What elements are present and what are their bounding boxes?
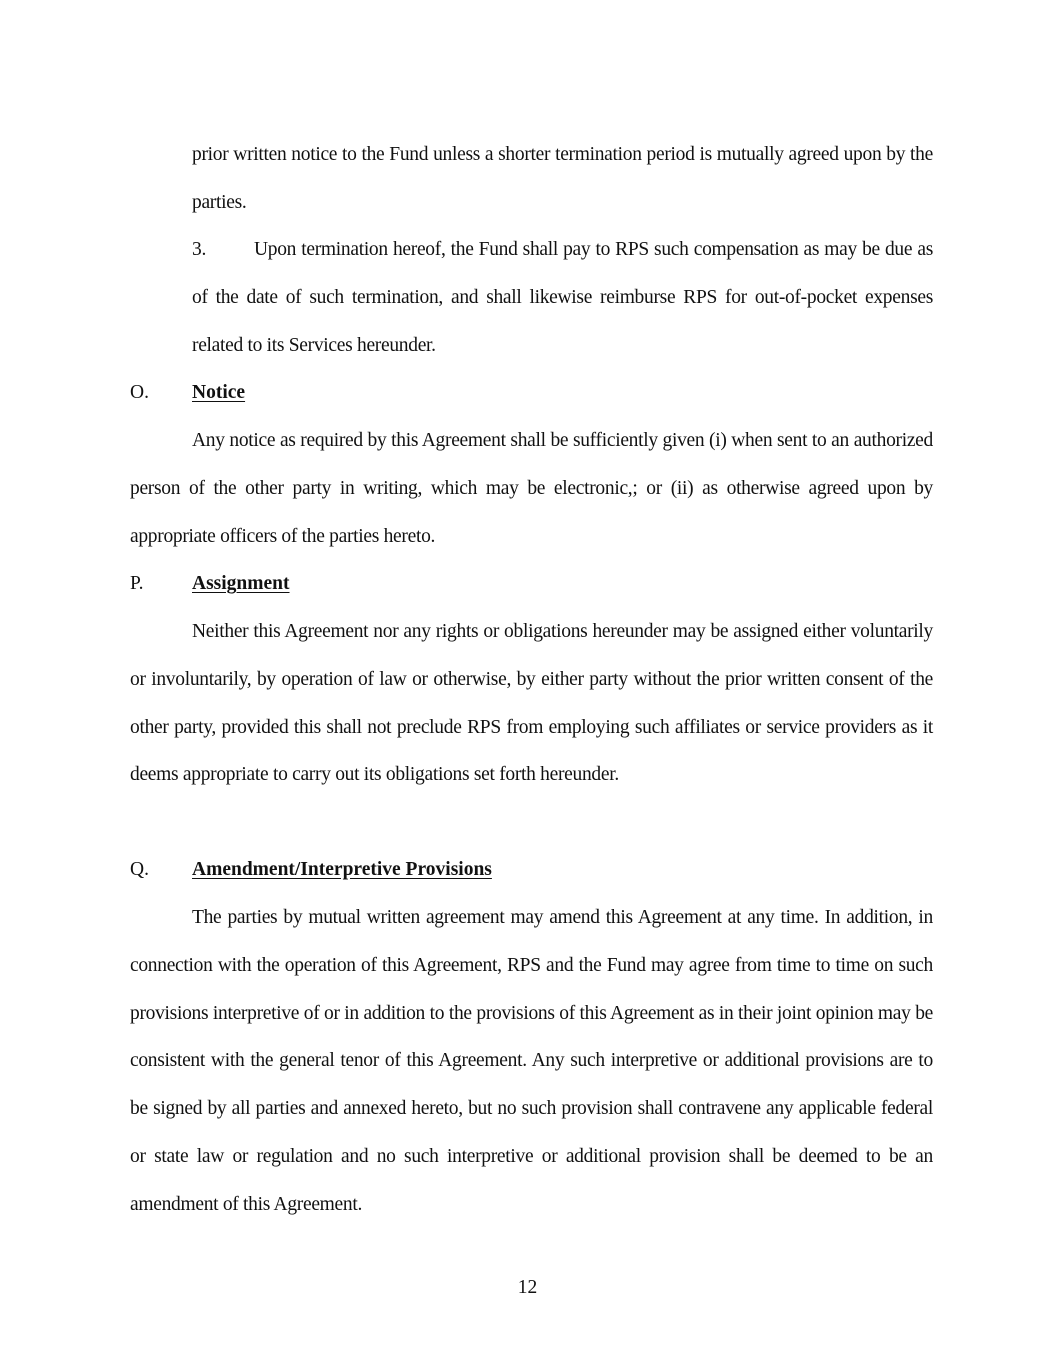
continuation-paragraph: prior written notice to the Fund unless a shorter termination period is mutually agreed upon by the parties. xyxy=(192,144,933,213)
section-p-heading xyxy=(130,572,290,596)
notice-paragraph: Any notice as required by this Agreement shall be sufficiently given (i) when sent to an authorized person of the other party in writing, which may be electronic,; or (ii) as otherwise agreed upon by appropriate officers of the parties hereto. xyxy=(130,430,933,547)
assignment-paragraph: Neither this Agreement nor any rights or obligations hereunder may be assigned either voluntarily or involuntarily, by operation of law or otherwise, by either party without the prior written consent of the other party, provided this shall not preclude RPS from employing such affiliates or service providers as it deems appropriate to carry out its obligations set forth hereunder. xyxy=(130,621,933,786)
page-number: 12 xyxy=(517,1277,538,1298)
section-q-title: Amendment/Interpretive Provisions xyxy=(192,859,492,880)
section-p-letter: P. xyxy=(130,573,144,594)
section-p-title: Assignment xyxy=(192,573,290,594)
section-q-letter: Q. xyxy=(130,859,149,880)
item-3-text: Upon termination hereof, the Fund shall pay to RPS such compensation as may be due as of the date of such termination, and shall likewise reimburse RPS for out-of-pocket expenses related to its Services hereunder. xyxy=(192,239,933,356)
section-o-letter: O. xyxy=(130,382,149,403)
amendment-paragraph: The parties by mutual written agreement may amend this Agreement at any time. In addition, in connection with the operation of this Agreement, RPS and the Fund may agree from time to time on such provisions interpretive of or in addition to the provisions of this Agreement as in their joint opinion may be consistent with the general tenor of this Agreement. Any such interpretive or additional provisions are to be signed by all parties and annexed hereto, but no such provision shall contravene any applicable federal or state law or regulation and no such interpretive or additional provision shall be deemed to be an amendment of this Agreement. xyxy=(130,907,933,1215)
item-3-number: 3. xyxy=(192,239,207,260)
item-3-paragraph xyxy=(192,226,933,369)
section-o-title: Notice xyxy=(192,382,246,403)
section-q-heading xyxy=(130,858,492,882)
section-o-heading xyxy=(130,381,245,405)
